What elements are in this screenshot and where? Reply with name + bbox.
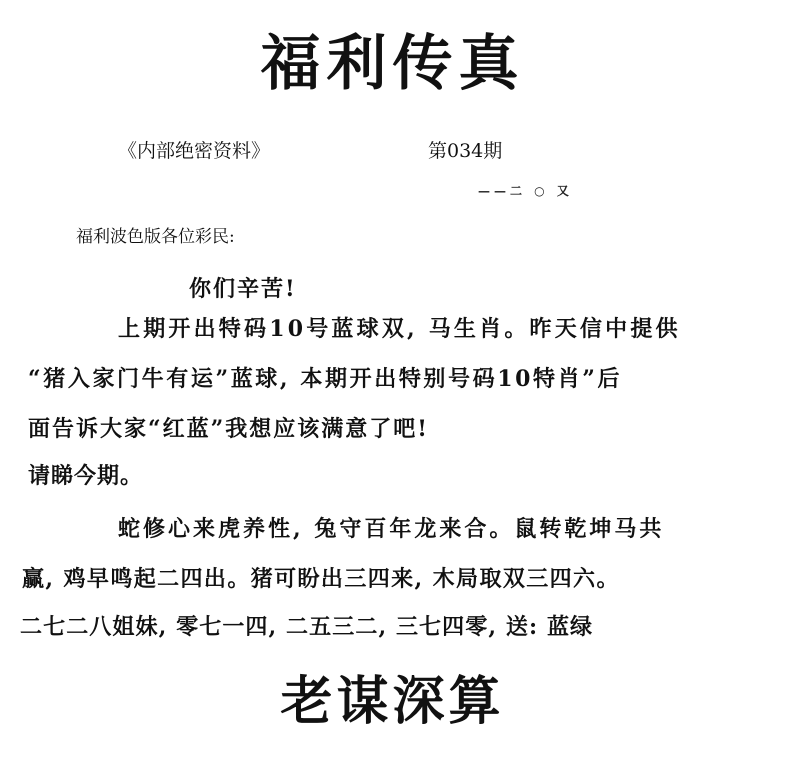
letter-line-4: 面告诉大家“红蓝”我想应该满意了吧! bbox=[28, 416, 429, 442]
issue-number: 第034期 bbox=[428, 140, 503, 162]
letter-line-1: 你们辛苦! bbox=[189, 276, 297, 302]
salutation: 福利波色版各位彩民: bbox=[76, 227, 235, 247]
letter-line-8: 二七二八姐妹, 零七一四, 二五三二, 三七四零, 送: 蓝绿 bbox=[20, 614, 594, 640]
document-title: 福利传真 bbox=[260, 29, 525, 99]
footer-title: 老谋深算 bbox=[280, 671, 505, 732]
letter-line-2: 上期开出特码10号蓝球双, 马生肖。昨天信中提供 bbox=[118, 316, 681, 342]
letter-line-3: “猪入家门牛有运”蓝球, 本期开出特别号码10特肖”后 bbox=[28, 366, 623, 392]
handwritten-mark: ——二 ○ 又 bbox=[478, 184, 573, 198]
letter-line-6: 蛇修心来虎养性, 兔守百年龙来合。鼠转乾坤马共 bbox=[118, 516, 665, 542]
letter-line-7: 赢, 鸡早鸣起二四出。猪可盼出三四来, 木局取双三四六。 bbox=[22, 566, 620, 592]
letter-line-5: 请睇今期。 bbox=[28, 463, 144, 489]
confidential-label: 《内部绝密资料》 bbox=[118, 140, 271, 162]
